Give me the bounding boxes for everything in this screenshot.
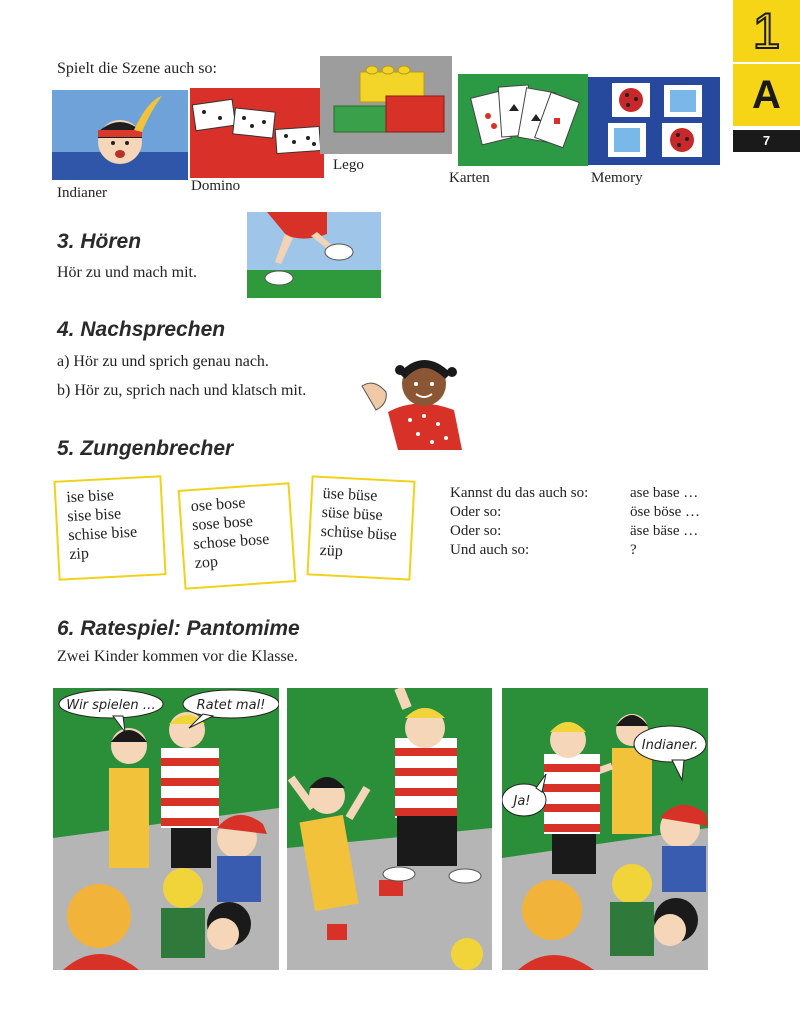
- question-label-4: Und auch so:: [450, 542, 530, 558]
- box-1-line-3: schise bise: [67, 523, 138, 545]
- domino-illustration: [190, 88, 324, 178]
- comic-panel-1-drawing: [53, 688, 279, 970]
- question-answers: [630, 484, 700, 560]
- bubble-text-indianer: Indianer.: [641, 738, 699, 753]
- question-label-2: Oder so:: [450, 504, 502, 520]
- comic-panel-2-drawing: [287, 688, 492, 970]
- question-answer-4: ?: [630, 542, 637, 558]
- legs-walking-illustration: [247, 212, 381, 298]
- question-answer-3: äse bäse …: [630, 523, 699, 539]
- tongue-twister-box-3: [306, 475, 415, 580]
- comic-panel-2: [287, 688, 492, 970]
- box-1-line-4: zip: [68, 545, 90, 564]
- chapter-number: 1: [752, 3, 781, 59]
- box-2-line-4: zop: [194, 553, 219, 572]
- comic-panel-3: [502, 688, 708, 970]
- karten-drawing: [458, 74, 588, 166]
- chapter-letter: A: [752, 73, 781, 117]
- question-labels: [450, 484, 588, 560]
- section-4-heading: 4. Nachsprechen: [57, 318, 226, 341]
- comic-panel-3-drawing: [502, 688, 708, 970]
- box-1-line-2: sise bise: [66, 505, 122, 526]
- section-4-item-b: b) Hör zu, sprich nach und klatsch mit.: [57, 382, 307, 399]
- box-2-line-1: ose bose: [190, 494, 246, 516]
- question-answer-1: ase base …: [630, 485, 699, 501]
- tongue-twister-box-2: [178, 482, 297, 590]
- memory-illustration: [588, 77, 720, 165]
- clapping-girl-illustration: [358, 352, 470, 450]
- bubble-text-wir-spielen: Wir spielen …: [66, 698, 156, 713]
- question-label-3: Oder so:: [450, 523, 502, 539]
- question-label-1: Kannst du das auch so:: [450, 485, 589, 501]
- chapter-letter-tab: [733, 64, 800, 126]
- intro-text: Spielt die Szene auch so:: [57, 60, 217, 77]
- lego-drawing: [320, 56, 452, 154]
- lego-illustration: [320, 56, 452, 154]
- section-6-text: Zwei Kinder kommen vor die Klasse.: [57, 648, 298, 665]
- section-4-item-a: a) Hör zu und sprich genau nach.: [57, 353, 269, 370]
- indianer-illustration: [52, 90, 188, 180]
- section-6-heading: 6. Ratespiel: Pantomime: [57, 617, 300, 640]
- page-number: 7: [733, 130, 800, 152]
- box-3-line-2: süse büse: [321, 503, 384, 525]
- bubble-text-ratet-mal: Ratet mal!: [196, 698, 266, 713]
- section-3-text: Hör zu und mach mit.: [57, 264, 197, 281]
- legs-drawing: [247, 212, 381, 298]
- indianer-drawing: [52, 90, 188, 180]
- section-3-heading: 3. Hören: [57, 230, 142, 253]
- bubble-text-ja: Ja!: [513, 794, 531, 809]
- tile-label-lego: Lego: [333, 157, 364, 173]
- tile-label-indianer: Indianer: [57, 185, 107, 201]
- memory-drawing: [588, 77, 720, 165]
- box-3-line-3: schüse büse: [320, 522, 398, 544]
- tongue-twister-box-1: [53, 475, 166, 581]
- karten-illustration: [458, 74, 588, 166]
- box-3-line-4: züp: [319, 541, 344, 561]
- domino-drawing: [190, 88, 324, 178]
- box-2-line-2: sose bose: [191, 512, 254, 535]
- tile-label-domino: Domino: [191, 178, 241, 194]
- comic-panel-1: [53, 688, 279, 970]
- tile-label-karten: Karten: [449, 170, 490, 186]
- clapping-girl-drawing: [358, 352, 470, 450]
- chapter-number-tab: [733, 0, 800, 62]
- tile-label-memory: Memory: [591, 170, 643, 186]
- box-3-line-1: üse büse: [322, 484, 378, 505]
- section-5-heading: 5. Zungenbrecher: [57, 437, 234, 460]
- box-1-line-1: ise bise: [65, 486, 115, 507]
- question-answer-2: öse böse …: [630, 504, 700, 520]
- box-2-line-3: schose bose: [192, 530, 270, 554]
